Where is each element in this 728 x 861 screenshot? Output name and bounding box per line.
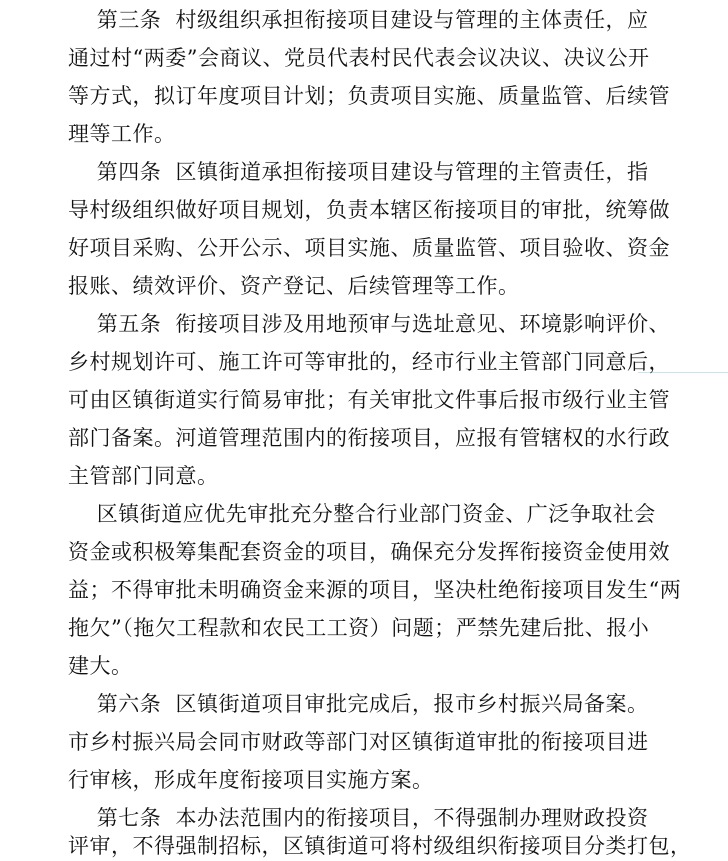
- text-line: 理等工作。: [68, 122, 176, 146]
- text-line: 第六条 区镇街道项目审批完成后，报市乡村振兴局备案。: [68, 692, 649, 716]
- text-line: 建大。: [68, 654, 133, 678]
- text-line: 第五条 衔接项目涉及用地预审与选址意见、环境影响评价、: [68, 312, 671, 336]
- text-line: 资金或积极筹集配套资金的项目，确保充分发挥衔接资金使用效: [68, 540, 670, 564]
- text-line: 主管部门同意。: [68, 464, 219, 488]
- text-line: 等方式，拟订年度项目计划；负责项目实施、质量监管、后续管: [68, 84, 670, 108]
- text-line: 可由区镇街道实行简易审批；有关审批文件事后报市级行业主管: [68, 388, 670, 412]
- text-line: 行审核，形成年度衔接项目实施方案。: [68, 768, 434, 792]
- text-line: 市乡村振兴局会同市财政等部门对区镇街道审批的衔接项目进: [68, 730, 649, 754]
- text-line: 导村级组织做好项目规划，负责本辖区衔接项目的审批，统筹做: [68, 198, 670, 222]
- text-line: 第四条 区镇街道承担衔接项目建设与管理的主管责任，指: [68, 160, 649, 184]
- text-line: 区镇街道应优先审批充分整合行业部门资金、广泛争取社会: [68, 502, 656, 526]
- text-line: 通过村“两委”会商议、党员代表村民代表会议决议、决议公开: [68, 46, 650, 70]
- text-line: 好项目采购、公开公示、项目实施、质量监管、项目验收、资金: [68, 236, 670, 260]
- text-line: 评审，不得强制招标，区镇街道可将村级组织衔接项目分类打包，: [68, 834, 692, 858]
- text-line: 报账、绩效评价、资产登记、后续管理等工作。: [68, 274, 520, 298]
- text-line: 第三条 村级组织承担衔接项目建设与管理的主体责任，应: [68, 8, 649, 32]
- text-line: 乡村规划许可、施工许可等审批的，经市行业主管部门同意后，: [68, 350, 670, 374]
- text-line: 益；不得审批未明确资金来源的项目，坚决杜绝衔接项目发生“两: [68, 578, 682, 602]
- text-line: 拖欠”（拖欠工程款和农民工工资）问题；严禁先建后批、报小: [68, 616, 650, 640]
- text-line: 部门备案。河道管理范围内的衔接项目，应报有管辖权的水行政: [68, 426, 670, 450]
- text-line: 第七条 本办法范围内的衔接项目，不得强制办理财政投资: [68, 806, 649, 830]
